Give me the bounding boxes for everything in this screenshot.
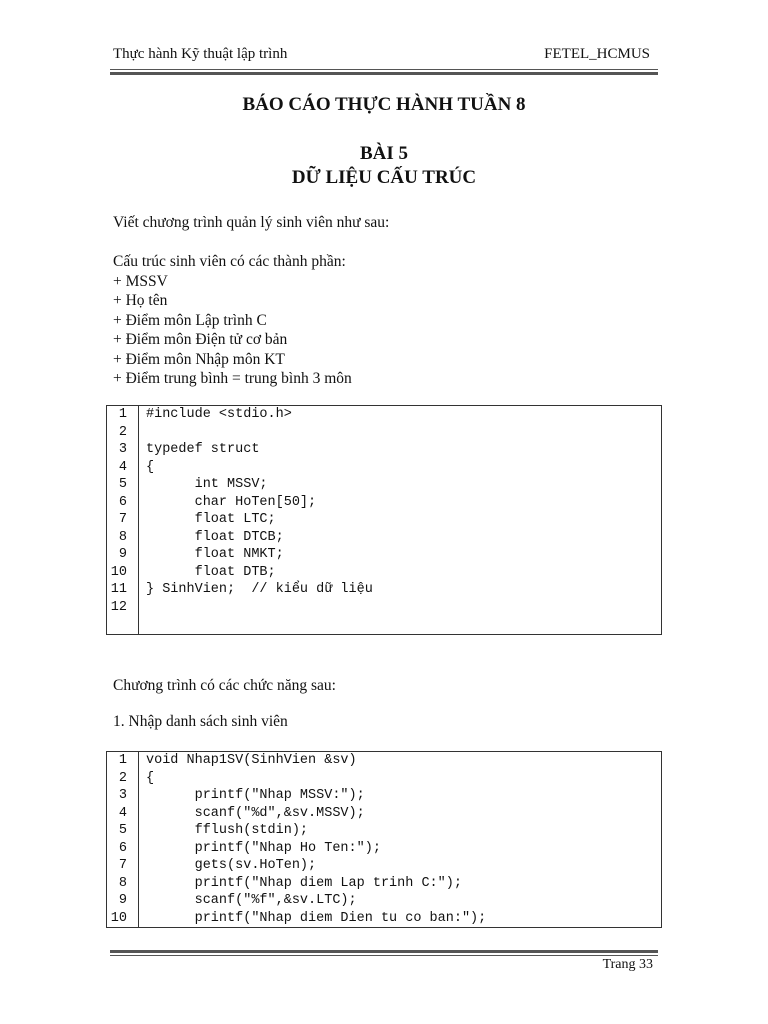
footer-rule <box>110 955 658 956</box>
code-text: float DTCB; <box>146 529 284 545</box>
line-number: 11 <box>107 581 139 599</box>
code-line <box>107 599 661 617</box>
code-line <box>107 406 661 424</box>
code-text: float LTC; <box>146 512 276 527</box>
lesson-number: BÀI 5 <box>359 143 409 164</box>
code-text: scanf("%f",&sv.LTC); <box>146 893 357 908</box>
line-number: 6 <box>107 840 139 858</box>
header-rule <box>110 69 658 70</box>
code-text: void Nhap1SV(SinhVien &sv) <box>146 753 357 768</box>
struct-item: + Điểm môn Lập trình C <box>113 311 267 329</box>
lesson-topic: DỮ LIỆU CẤU TRÚC <box>291 167 477 188</box>
code-text: printf("Nhap Ho Ten:"); <box>146 840 381 856</box>
line-number: 4 <box>107 805 139 823</box>
code-text: int MSSV; <box>146 477 268 492</box>
line-number: 10 <box>107 564 139 582</box>
struct-item: + Điểm môn Nhập môn KT <box>113 350 285 368</box>
line-number: 5 <box>107 476 139 494</box>
code-text: printf("Nhap diem Dien tu co ban:"); <box>146 910 487 926</box>
code-text: char HoTen[50]; <box>146 494 317 510</box>
line-number: 3 <box>107 787 139 805</box>
report-title: BÁO CÁO THỰC HÀNH TUẦN 8 <box>242 94 526 115</box>
code-line <box>107 441 661 459</box>
code-line <box>107 840 661 858</box>
header-rule-thick <box>110 72 658 75</box>
code-line <box>107 494 661 512</box>
struct-item: + MSSV <box>113 272 168 290</box>
code-line <box>107 476 661 494</box>
code-text: printf("Nhap MSSV:"); <box>146 788 365 803</box>
code-text <box>139 424 146 442</box>
line-number: 5 <box>107 822 139 840</box>
line-number: 6 <box>107 494 139 512</box>
footer-rule-thick <box>110 950 658 953</box>
line-number: 4 <box>107 459 139 477</box>
code-line <box>107 875 661 893</box>
line-number: 2 <box>107 770 139 788</box>
line-number: 7 <box>107 511 139 529</box>
code-text: typedef struct <box>146 442 260 457</box>
code-filler <box>107 616 661 634</box>
struct-heading: Cấu trúc sinh viên có các thành phần: <box>113 253 346 270</box>
code-text: { <box>146 459 155 475</box>
code-text: gets(sv.HoTen); <box>146 858 317 873</box>
code-line <box>107 822 661 840</box>
line-number: 3 <box>107 441 139 459</box>
header-institution: FETEL_HCMUS <box>544 46 650 62</box>
code-line <box>107 752 661 770</box>
features-heading: Chương trình có các chức năng sau: <box>113 677 336 694</box>
code-text: fflush(stdin); <box>146 823 309 838</box>
code-line <box>107 459 661 477</box>
line-number: 12 <box>107 599 139 617</box>
code-line <box>107 546 661 564</box>
line-number: 9 <box>107 892 139 910</box>
code-line <box>107 511 661 529</box>
page-number: Trang 33 <box>602 957 653 972</box>
line-number-gutter <box>107 616 139 634</box>
line-number: 1 <box>107 752 139 770</box>
code-line <box>107 581 661 599</box>
line-number: 7 <box>107 857 139 875</box>
line-number: 1 <box>107 406 139 424</box>
code-line <box>107 564 661 582</box>
line-number: 8 <box>107 875 139 893</box>
code-text: printf("Nhap diem Lap trinh C:"); <box>146 875 462 891</box>
code-text: } SinhVien; // kiểu dữ liệu <box>146 582 373 597</box>
code-line <box>107 770 661 788</box>
struct-item: + Điểm môn Điện tử cơ bản <box>113 331 288 348</box>
struct-item: + Họ tên <box>113 292 168 309</box>
code-text: { <box>146 770 155 786</box>
code-block-input <box>106 751 662 928</box>
intro-text: Viết chương trình quản lý sinh viên như sau: <box>113 214 390 231</box>
code-text: float NMKT; <box>146 547 284 562</box>
code-text: float DTB; <box>146 564 276 580</box>
feature-1-title: 1. Nhập danh sách sinh viên <box>113 713 288 730</box>
code-line <box>107 910 661 928</box>
line-number: 9 <box>107 546 139 564</box>
header-course-title: Thực hành Kỹ thuật lập trình <box>113 46 288 62</box>
code-line <box>107 529 661 547</box>
code-line <box>107 787 661 805</box>
code-text: #include <stdio.h> <box>146 407 292 422</box>
code-line <box>107 424 661 442</box>
code-text <box>139 599 146 617</box>
code-block-struct <box>106 405 662 635</box>
code-text: scanf("%d",&sv.MSSV); <box>146 805 365 821</box>
line-number: 8 <box>107 529 139 547</box>
line-number: 10 <box>107 910 139 928</box>
line-number: 2 <box>107 424 139 442</box>
struct-item: + Điểm trung bình = trung bình 3 môn <box>113 370 352 387</box>
code-line <box>107 857 661 875</box>
struct-description <box>113 252 352 389</box>
code-line <box>107 805 661 823</box>
code-line <box>107 892 661 910</box>
